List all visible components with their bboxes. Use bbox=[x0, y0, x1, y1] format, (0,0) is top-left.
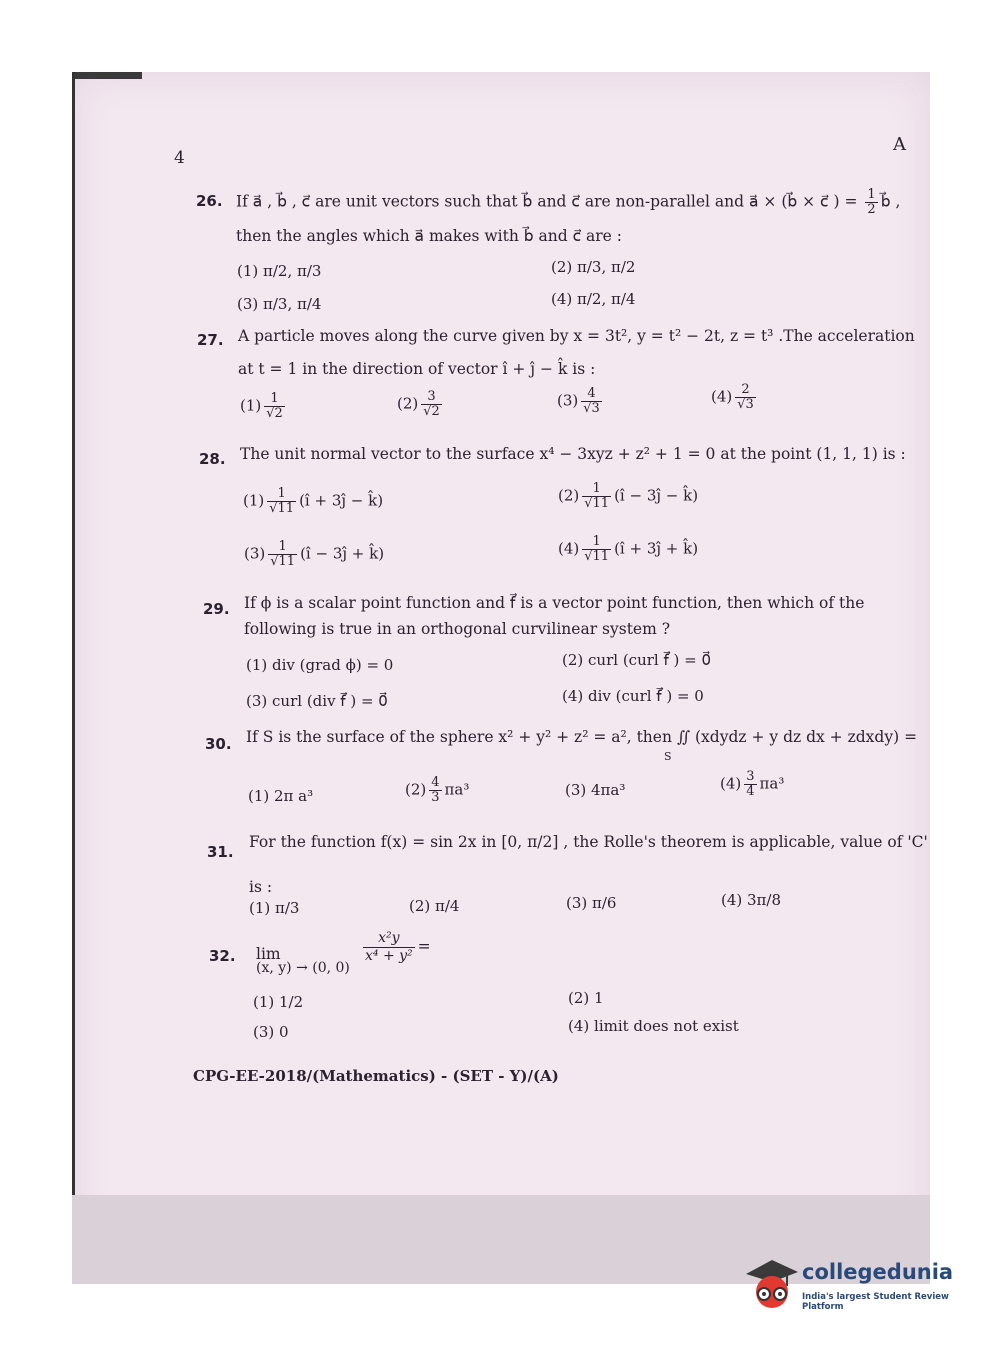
q29-option-2: (2) curl (curl f⃗ ) = 0⃗ bbox=[562, 651, 712, 669]
q27-option-1: (1) $\frac{1}{√2}$ bbox=[240, 391, 283, 421]
q31-option-2: (2) π/4 bbox=[409, 897, 460, 915]
q31-option-4: (4) 3π/8 bbox=[721, 891, 782, 909]
q30-option-2: (2) $\frac{4}{3}$ πa³ bbox=[405, 775, 470, 805]
collegedunia-logo[interactable] bbox=[742, 1252, 972, 1312]
q28-option-4: (4) $\frac{1}{√11}$ (î + 3ĵ + k̂) bbox=[558, 534, 699, 564]
q28-option-2: (2) $\frac{1}{√11}$ (î − 3ĵ − k̂) bbox=[558, 481, 699, 511]
q31-option-1: (1) π/3 bbox=[249, 899, 300, 917]
scan-left-edge bbox=[72, 72, 75, 1284]
question-26-line2: then the angles which a⃗ makes with b⃗ and c⃗ are : bbox=[236, 227, 622, 245]
q29-option-3: (3) curl (div f⃗ ) = 0⃗ bbox=[246, 692, 388, 710]
q32-option-3: (3) 0 bbox=[253, 1023, 289, 1041]
page-number: 4 bbox=[174, 148, 185, 168]
scanned-page bbox=[72, 72, 930, 1284]
q27-option-4: (4) $\frac{2}{√3}$ bbox=[711, 382, 754, 412]
question-27-line1: A particle moves along the curve given by x = 3t², y = t² − 2t, z = t³ .The acceleration bbox=[238, 327, 915, 345]
question-number-32: 32. bbox=[209, 947, 236, 965]
question-31-line2: is : bbox=[249, 878, 273, 896]
question-27-line2: at t = 1 in the direction of vector î + ĵ − k̂ is : bbox=[238, 360, 596, 378]
q28-option-1: (1) $\frac{1}{√11}$ (î + 3ĵ − k̂) bbox=[243, 486, 384, 516]
q26-option-4: (4) π/2, π/4 bbox=[551, 290, 636, 308]
logo-tagline: India's largest Student Review Platform bbox=[802, 1292, 949, 1312]
q30-surface-subscript: S bbox=[664, 750, 672, 763]
q30-option-4: (4) $\frac{3}{4}$ πa³ bbox=[720, 769, 785, 799]
set-letter: A bbox=[893, 134, 906, 155]
q26-option-1: (1) π/2, π/3 bbox=[237, 262, 322, 280]
question-30-line1: If S is the surface of the sphere x² + y² + z² = a², then ∬ (xdydz + y dz dx + zdxdy) = bbox=[246, 728, 918, 746]
q28-option-3: (3) $\frac{1}{√11}$ (î − 3ĵ + k̂) bbox=[244, 539, 385, 569]
question-29-line2: following is true in an orthogonal curvilinear system ? bbox=[244, 620, 671, 638]
q27-option-3: (3) $\frac{4}{√3}$ bbox=[557, 386, 600, 416]
question-26-line1: If a⃗ , b⃗ , c⃗ are unit vectors such that b⃗ and c⃗ are non-parallel and a⃗ × (b⃗ × c⃗ ) = $\frac{1}{2}$ b⃗ , bbox=[236, 187, 901, 217]
question-number-31: 31. bbox=[207, 843, 234, 861]
q32-limit: lim (x, y) → (0, 0) bbox=[256, 945, 350, 976]
mascot-icon bbox=[742, 1252, 800, 1312]
question-number-27: 27. bbox=[197, 331, 224, 349]
q26-option-3: (3) π/3, π/4 bbox=[237, 295, 322, 313]
logo-wordmark: collegedunia bbox=[802, 1260, 954, 1284]
q31-option-3: (3) π/6 bbox=[566, 894, 617, 912]
q30-option-3: (3) 4πa³ bbox=[565, 781, 626, 799]
question-number-26: 26. bbox=[196, 192, 223, 210]
q32-option-1: (1) 1/2 bbox=[253, 993, 304, 1011]
q27-option-2: (2) $\frac{3}{√2}$ bbox=[397, 389, 440, 419]
q32-option-4: (4) limit does not exist bbox=[568, 1017, 739, 1035]
scan-edge-bar bbox=[72, 72, 142, 79]
q29-option-1: (1) div (grad ϕ) = 0 bbox=[246, 656, 394, 674]
question-29-line1: If ϕ is a scalar point function and f⃗ is a vector point function, then which of the bbox=[244, 594, 865, 612]
question-31-line1: For the function f(x) = sin 2x in [0, π/2] , the Rolle's theorem is applicable, value of 'C' bbox=[249, 833, 928, 851]
question-number-28: 28. bbox=[199, 450, 226, 468]
question-28-line1: The unit normal vector to the surface x⁴ − 3xyz + z² + 1 = 0 at the point (1, 1, 1) is : bbox=[240, 445, 906, 463]
q26-option-2: (2) π/3, π/2 bbox=[551, 258, 636, 276]
q29-option-4: (4) div (curl f⃗ ) = 0 bbox=[562, 687, 704, 705]
question-number-30: 30. bbox=[205, 735, 232, 753]
q30-option-1: (1) 2π a³ bbox=[248, 787, 314, 805]
paper-code-footer: CPG-EE-2018/(Mathematics) - (SET - Y)/(A) bbox=[193, 1067, 559, 1085]
question-number-29: 29. bbox=[203, 600, 230, 618]
q32-fraction: $\frac{\text{x²y}}{\text{x⁴ + y²}}$ = bbox=[365, 930, 431, 964]
q32-option-2: (2) 1 bbox=[568, 989, 604, 1007]
